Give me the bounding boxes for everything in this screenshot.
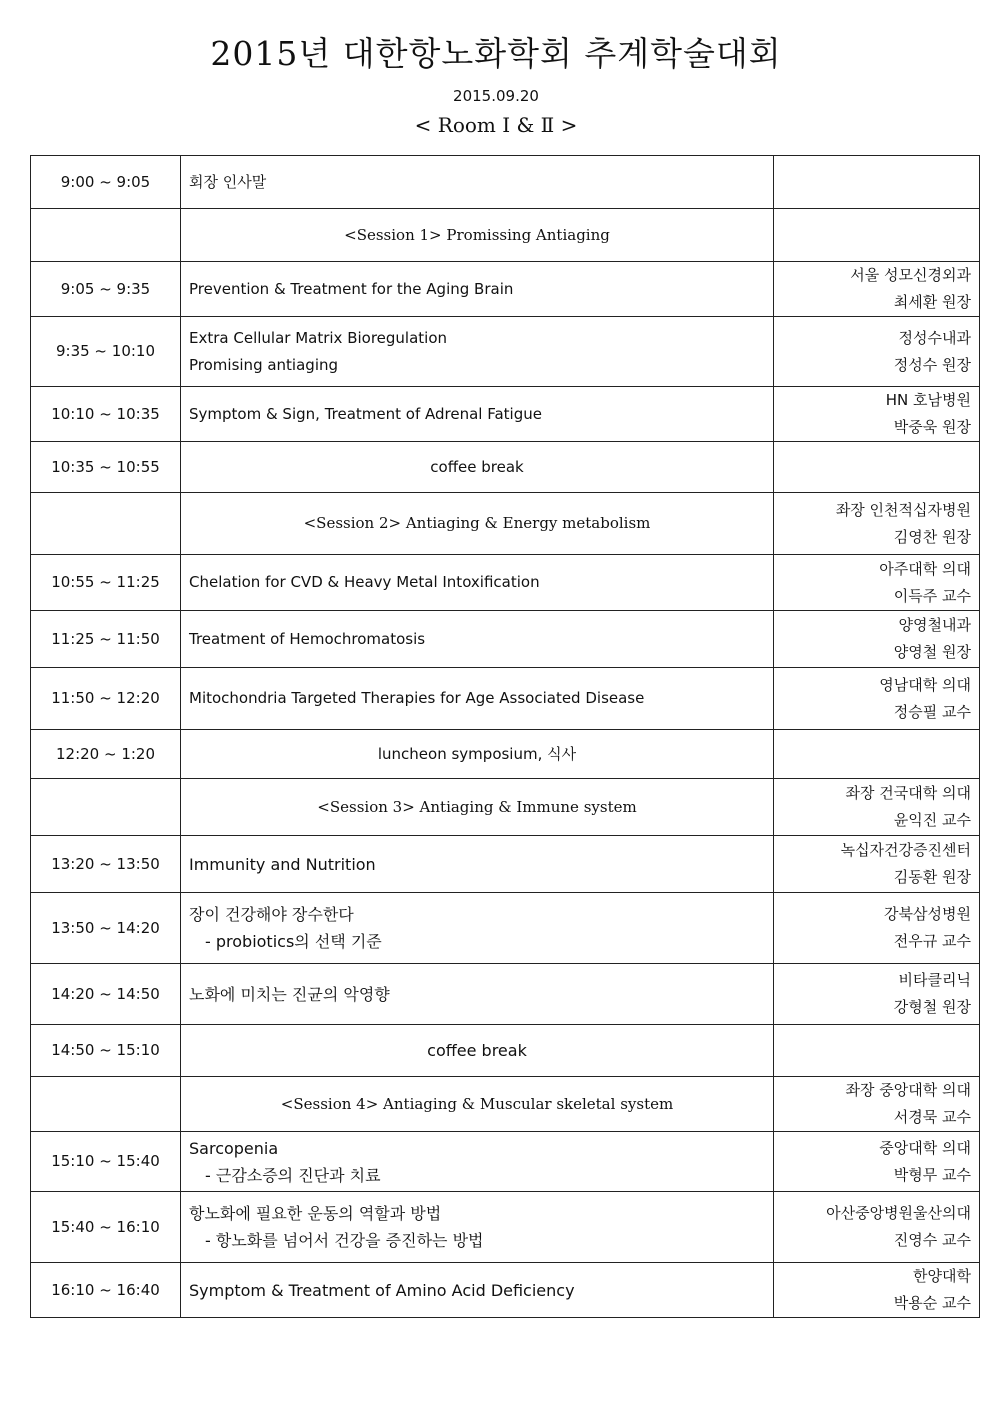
title-line: Immunity and Nutrition xyxy=(189,854,376,874)
session-title-cell xyxy=(181,209,774,262)
chair-cell xyxy=(774,1077,980,1132)
break-label: luncheon symposium, 식사 xyxy=(377,744,577,763)
chair-affiliation: 좌장 중앙대학 의대 xyxy=(845,1081,971,1099)
speaker-name: 최세환 원장 xyxy=(893,293,971,311)
time-cell: 12:20 ~ 1:20 xyxy=(31,730,181,779)
speaker-affiliation: 중앙대학 의대 xyxy=(879,1138,971,1157)
speaker-affiliation: 녹십자건강증진센터 xyxy=(840,841,971,859)
speaker-name: 김동환 원장 xyxy=(893,868,971,886)
speaker-cell xyxy=(774,668,980,730)
table-row xyxy=(31,317,980,387)
speaker-cell xyxy=(774,1263,980,1318)
title-subline: - probiotics의 선택 기준 xyxy=(205,932,382,951)
chair-affiliation: 좌장 건국대학 의대 xyxy=(845,784,971,802)
table-row xyxy=(31,611,980,668)
title-cell xyxy=(181,1192,774,1263)
speaker-name: 박용순 교수 xyxy=(893,1294,971,1312)
table-row xyxy=(31,836,980,893)
table-row xyxy=(31,668,980,730)
title-cell xyxy=(181,836,774,893)
title-line: Promising antiaging xyxy=(189,355,339,374)
speaker-cell xyxy=(774,730,980,779)
title-line: 항노화에 필요한 운동의 역할과 방법 xyxy=(189,1204,442,1223)
time-cell: 11:50 ~ 12:20 xyxy=(31,668,181,730)
title-cell xyxy=(181,611,774,668)
schedule-table xyxy=(30,155,980,1318)
speaker-cell xyxy=(774,1025,980,1077)
table-row xyxy=(31,262,980,317)
title-subline: - 항노화를 넘어서 건강을 증진하는 방법 xyxy=(205,1231,484,1250)
table-row xyxy=(31,893,980,964)
break-cell xyxy=(181,442,774,493)
time-cell xyxy=(31,779,181,836)
speaker-cell xyxy=(774,836,980,893)
speaker-name: 강형철 원장 xyxy=(893,998,971,1016)
title-cell xyxy=(181,156,774,209)
speaker-affiliation: 강북삼성병원 xyxy=(884,905,971,923)
speaker-affiliation: 영남대학 의대 xyxy=(879,675,971,694)
table-row xyxy=(31,1025,980,1077)
session-title-cell xyxy=(181,493,774,555)
title-subline: - 근감소증의 진단과 치료 xyxy=(205,1165,381,1185)
speaker-cell xyxy=(774,317,980,387)
title-line: 노화에 미치는 진균의 악영향 xyxy=(189,984,390,1004)
speaker-name: 진영수 교수 xyxy=(893,1231,971,1249)
title-cell xyxy=(181,893,774,964)
time-cell xyxy=(31,1077,181,1132)
table-row xyxy=(31,730,980,779)
speaker-cell xyxy=(774,209,980,262)
break-label: coffee break xyxy=(427,1041,527,1060)
session-title: <Session 4> Antiaging & Muscular skeletal system xyxy=(280,1094,674,1113)
title-line: Prevention & Treatment for the Aging Brain xyxy=(189,279,514,298)
speaker-cell xyxy=(774,156,980,209)
page-title: 2015년 대한항노화학회 추계학술대회 xyxy=(210,34,782,73)
speaker-cell xyxy=(774,1192,980,1263)
speaker-name: 양영철 원장 xyxy=(893,643,971,661)
session-title: <Session 3> Antiaging & Immune system xyxy=(317,797,637,816)
table-row xyxy=(31,1192,980,1263)
speaker-name: 박중욱 원장 xyxy=(893,418,971,436)
event-date: 2015.09.20 xyxy=(453,87,539,105)
time-cell: 9:35 ~ 10:10 xyxy=(31,317,181,387)
title-line: Chelation for CVD & Heavy Metal Intoxification xyxy=(189,573,540,591)
time-cell: 9:05 ~ 9:35 xyxy=(31,262,181,317)
title-line: Symptom & Treatment of Amino Acid Deficiency xyxy=(189,1280,575,1300)
title-cell xyxy=(181,317,774,387)
break-cell xyxy=(181,730,774,779)
speaker-cell xyxy=(774,387,980,442)
chair-cell xyxy=(774,493,980,555)
speaker-cell xyxy=(774,442,980,493)
speaker-cell xyxy=(774,611,980,668)
speaker-affiliation: 양영철내과 xyxy=(898,616,971,634)
speaker-cell xyxy=(774,262,980,317)
session-row xyxy=(31,493,980,555)
time-cell xyxy=(31,209,181,262)
speaker-name: 전우규 교수 xyxy=(893,932,971,950)
speaker-name: 이득주 교수 xyxy=(893,586,971,605)
table-row xyxy=(31,964,980,1025)
session-title-cell xyxy=(181,1077,774,1132)
speaker-affiliation: 서울 성모신경외과 xyxy=(850,266,971,284)
session-title: <Session 2> Antiaging & Energy metabolism xyxy=(303,514,651,532)
table-row xyxy=(31,1263,980,1318)
speaker-affiliation: 정성수내과 xyxy=(898,328,971,347)
time-cell: 14:20 ~ 14:50 xyxy=(31,964,181,1025)
time-cell xyxy=(31,493,181,555)
time-cell: 13:20 ~ 13:50 xyxy=(31,836,181,893)
speaker-name: 정성수 원장 xyxy=(893,355,971,374)
session-title: <Session 1> Promissing Antiaging xyxy=(344,225,610,244)
chair-name: 서경묵 교수 xyxy=(893,1108,971,1126)
speaker-cell xyxy=(774,1132,980,1192)
title-cell xyxy=(181,387,774,442)
title-cell xyxy=(181,1263,774,1318)
table-row xyxy=(31,1132,980,1192)
title-cell xyxy=(181,262,774,317)
title-line: Extra Cellular Matrix Bioregulation xyxy=(189,328,448,347)
session-row xyxy=(31,209,980,262)
speaker-affiliation: 아산중앙병원울산의대 xyxy=(826,1204,971,1222)
time-cell: 10:55 ~ 11:25 xyxy=(31,555,181,611)
time-cell: 13:50 ~ 14:20 xyxy=(31,893,181,964)
chair-name: 김영찬 원장 xyxy=(893,527,971,546)
time-cell: 11:25 ~ 11:50 xyxy=(31,611,181,668)
chair-affiliation: 좌장 인천적십자병원 xyxy=(835,500,971,519)
table-row xyxy=(31,555,980,611)
time-cell: 14:50 ~ 15:10 xyxy=(31,1025,181,1077)
title-line: 회장 인사말 xyxy=(189,172,267,191)
time-cell: 15:10 ~ 15:40 xyxy=(31,1132,181,1192)
speaker-affiliation: HN 호남병원 xyxy=(885,391,971,409)
session-row xyxy=(31,779,980,836)
speaker-name: 박형무 교수 xyxy=(893,1165,971,1184)
time-cell: 9:00 ~ 9:05 xyxy=(31,156,181,209)
break-cell xyxy=(181,1025,774,1077)
chair-cell xyxy=(774,779,980,836)
speaker-cell xyxy=(774,964,980,1025)
title-line: Sarcopenia xyxy=(189,1138,279,1158)
title-cell xyxy=(181,555,774,611)
speaker-name: 정승필 교수 xyxy=(893,702,971,721)
speaker-affiliation: 한양대학 xyxy=(913,1267,971,1285)
table-row xyxy=(31,442,980,493)
title-cell xyxy=(181,964,774,1025)
speaker-cell xyxy=(774,555,980,611)
session-row xyxy=(31,1077,980,1132)
table-row xyxy=(31,156,980,209)
title-line: Treatment of Hemochromatosis xyxy=(189,629,426,648)
time-cell: 10:10 ~ 10:35 xyxy=(31,387,181,442)
session-title-cell xyxy=(181,779,774,836)
time-cell: 15:40 ~ 16:10 xyxy=(31,1192,181,1263)
title-line: 장이 건강해야 장수한다 xyxy=(189,905,354,924)
break-label: coffee break xyxy=(430,457,524,476)
time-cell: 10:35 ~ 10:55 xyxy=(31,442,181,493)
room-label: < Room Ⅰ & Ⅱ > xyxy=(414,113,578,137)
title-cell xyxy=(181,668,774,730)
speaker-cell xyxy=(774,893,980,964)
speaker-affiliation: 아주대학 의대 xyxy=(879,559,971,578)
title-line: Symptom & Sign, Treatment of Adrenal Fatigue xyxy=(189,404,542,423)
title-cell xyxy=(181,1132,774,1192)
title-line: Mitochondria Targeted Therapies for Age Associated Disease xyxy=(189,689,645,707)
speaker-affiliation: 비타클리닉 xyxy=(898,971,971,989)
time-cell: 16:10 ~ 16:40 xyxy=(31,1263,181,1318)
table-row xyxy=(31,387,980,442)
chair-name: 윤익진 교수 xyxy=(893,811,971,829)
